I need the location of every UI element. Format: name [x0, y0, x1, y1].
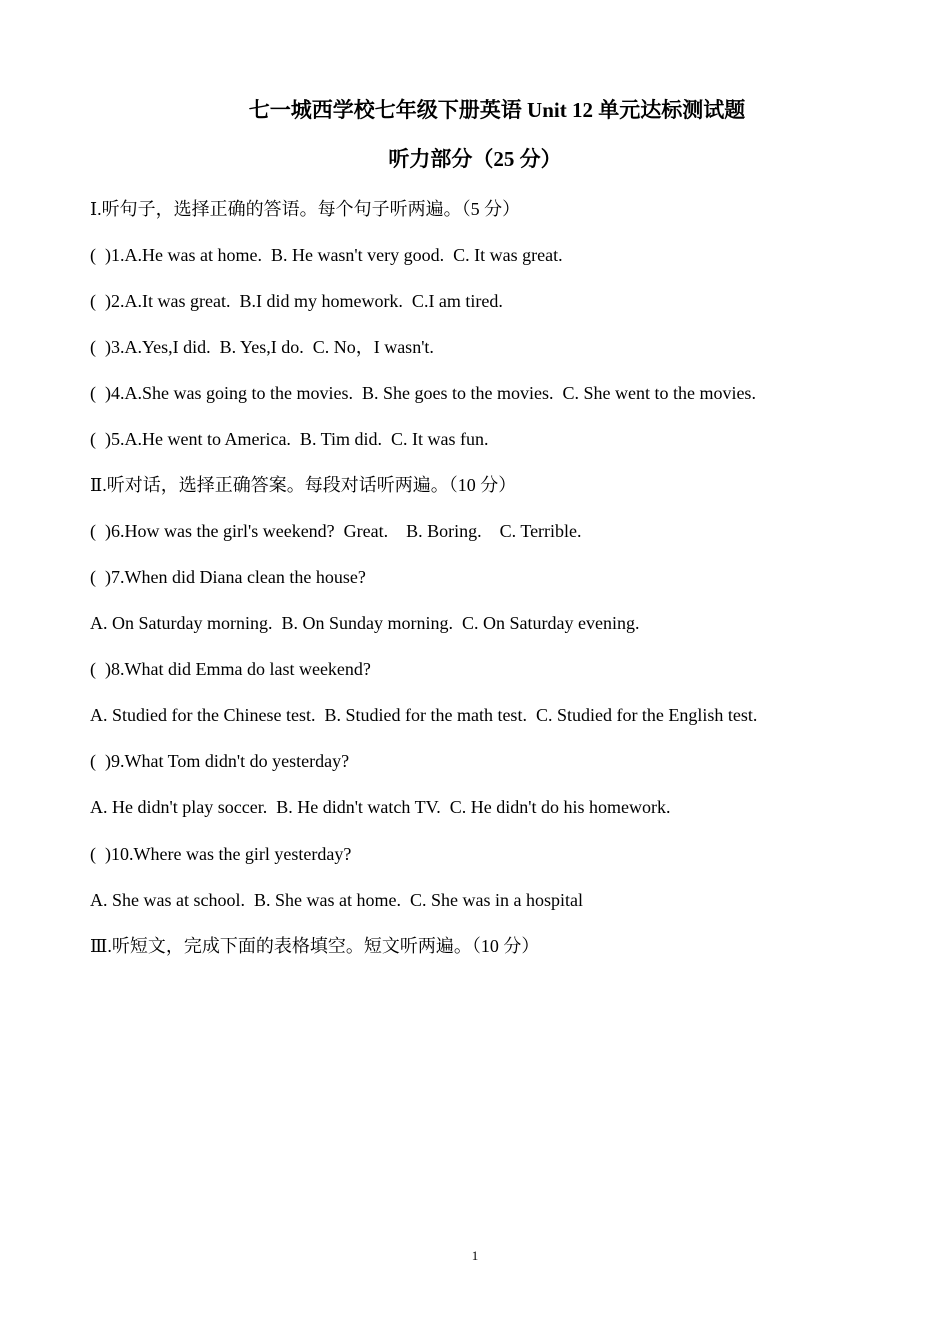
question-2: ( )2.A.It was great. B.I did my homework. C.I am tired. — [90, 291, 503, 311]
page-number: 1 — [471, 1248, 479, 1263]
question-10-options: A. She was at school. B. She was at home. C. She was in a hospital — [90, 890, 583, 910]
question-4: ( )4.A.She was going to the movies. B. She goes to the movies. C. She went to the movies. — [90, 383, 756, 403]
question-5: ( )5.A.He went to America. B. Tim did. C. It was fun. — [90, 429, 489, 449]
section-3-instruction: Ⅲ.听短文，完成下面的表格填空。短文听两遍。（10 分） — [90, 936, 540, 956]
question-8: ( )8.What did Emma do last weekend? — [90, 659, 371, 679]
question-7-options: A. On Saturday morning. B. On Sunday morning. C. On Saturday evening. — [90, 613, 640, 633]
question-8-options: A. Studied for the Chinese test. B. Studied for the math test. C. Studied for the English test. — [90, 705, 758, 725]
question-6: ( )6.How was the girl's weekend? Great. B. Boring. C. Terrible. — [90, 521, 582, 541]
question-10: ( )10.Where was the girl yesterday? — [90, 844, 352, 864]
question-3: ( )3.A.Yes,I did. B. Yes,I do. C. No，I wasn't. — [90, 337, 434, 357]
document-title: 七一城西学校七年级下册英语 Unit 12 单元达标测试题 — [248, 98, 746, 122]
question-9: ( )9.What Tom didn't do yesterday? — [90, 751, 350, 771]
question-9-options: A. He didn't play soccer. B. He didn't watch TV. C. He didn't do his homework. — [90, 797, 671, 817]
section-heading-listening: 听力部分（25 分） — [388, 147, 562, 171]
section-1-instruction: Ⅰ.听句子，选择正确的答语。每个句子听两遍。（5 分） — [90, 199, 521, 219]
question-1: ( )1.A.He was at home. B. He wasn't very good. C. It was great. — [90, 245, 563, 265]
section-2-instruction: Ⅱ.听对话，选择正确答案。每段对话听两遍。（10 分） — [90, 475, 517, 495]
question-7: ( )7.When did Diana clean the house? — [90, 567, 366, 587]
